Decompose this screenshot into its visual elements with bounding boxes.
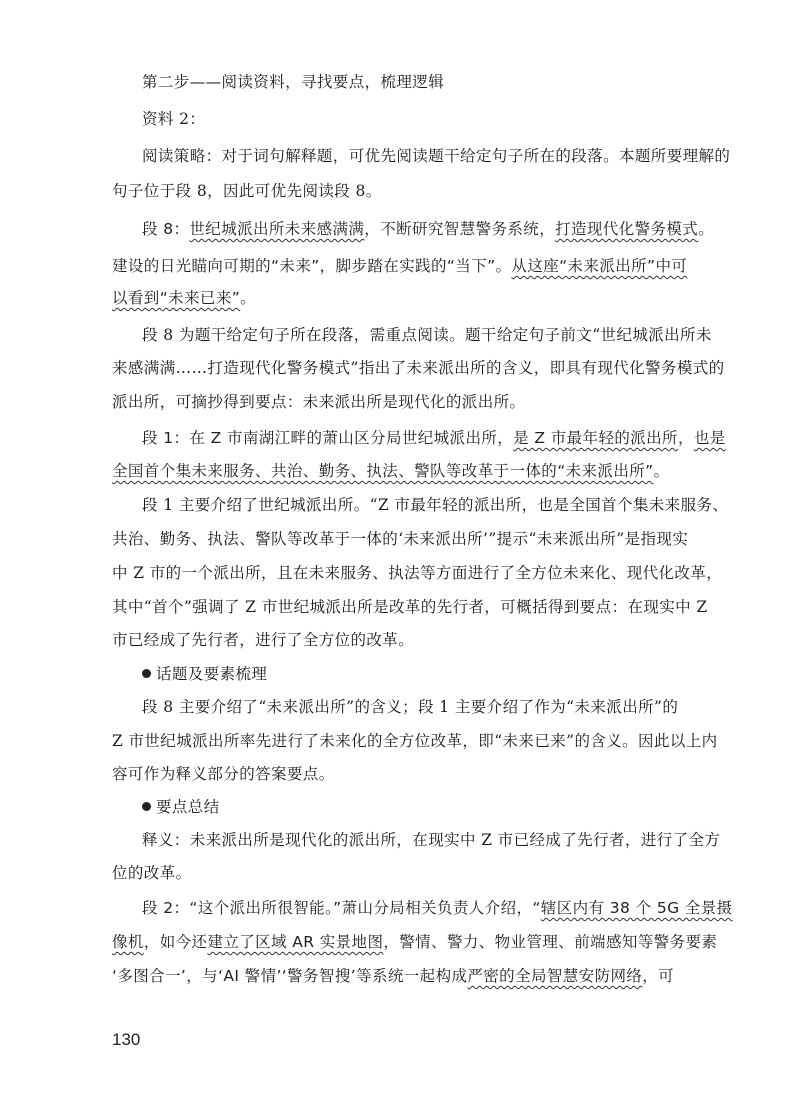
para8-line-3 [112,288,256,308]
material-label: 资料 2： [142,110,206,128]
summary-heading [142,797,220,817]
para2-text: ，可 [642,967,675,985]
para2-line-2 [112,932,717,952]
para1-text: 。 [653,462,670,480]
para2-highlight-2: 像机 [112,933,144,951]
bullet-icon [142,802,151,811]
para1-line-2 [112,461,669,481]
para1-highlight-1: 是 Z 市最年轻的派出所 [513,429,678,447]
para2-highlight-4: 严密的全局智慧安防网络 [467,967,643,985]
para2-text: ，警情、警力、物业管理、前端感知等警务要素 [383,933,718,951]
para8-text: 建设的日光瞄向可期的“未来”，脚步踏在实践的“当下”。 [112,257,512,275]
para2-text: 段 2：“这个派出所很智能。”萧山分局相关负责人介绍，“ [142,899,541,917]
summary-heading-text: 要点总结 [156,798,220,816]
para8-text: 。 [698,220,715,238]
topic-line-3: 容可作为释义部分的答案要点。 [112,765,335,783]
para8-analysis-line-3: 派出所，可摘抄得到要点：未来派出所是现代化的派出所。 [112,393,526,411]
para1-analysis-line-5: 市已经成了先行者，进行了全方位的改革。 [112,631,415,649]
para1-analysis-line-2: 共治、勤务、执法、警队等改革于一体的‘未来派出所’”提示“未来派出所”是指现实 [112,530,689,548]
para1-highlight-2: 也是 [693,429,726,447]
para8-analysis-line-2: 来感满满……打造现代化警务模式”指出了未来派出所的含义，即具有现代化警务模式的 [112,359,725,377]
strategy-line-2: 句子位于段 8，因此可优先阅读段 8。 [112,182,382,200]
topic-line-2: Z 市世纪城派出所率先进行了未来化的全方位改革，即“未来已来”的含义。因此以上内 [112,732,718,750]
para1-analysis-line-3: 中 Z 市的一个派出所，且在未来服务、执法等方面进行了全方位未来化、现代化改革， [112,564,723,582]
para8-label: 段 8： [142,220,190,238]
page-number: 130 [112,1030,141,1049]
para1-analysis-line-4: 其中“首个”强调了 Z 市世纪城派出所是改革的先行者，可概括得到要点：在现实中 Z [112,598,708,616]
para8-text: ，不断研究智慧警务系统， [364,220,556,238]
para1-highlight-3: 全国首个集未来服务、共治、勤务、执法、警队等改革于一体的“未来派出所” [112,462,654,480]
para1-line-1 [142,428,726,448]
topic-heading [142,664,267,684]
summary-line-2: 位的改革。 [112,864,192,882]
para8-highlight-2: 打造现代化警务模式 [555,220,699,238]
para1-analysis-line-1: 段 1 主要介绍了世纪城派出所。“Z 市最年轻的派出所，也是全国首个集未来服务、 [142,496,729,514]
para8-analysis-line-1: 段 8 为题干给定句子所在段落，需重点阅读。题干给定句子前文“世纪城派出所未 [142,326,712,344]
para2-text: ，如今还 [143,933,208,951]
para8-highlight-1: 世纪城派出所未来感满满 [189,220,365,238]
para1-text: 段 1：在 Z 市南湖江畔的萧山区分局世纪城派出所， [142,429,514,447]
para2-highlight-3: 建立了区域 AR 实景地图 [207,933,384,951]
para8-text: 。 [240,289,257,307]
para8-highlight-4: 以看到“未来已来” [112,289,241,307]
para8-highlight-3: 从这座“未来派出所”中可 [511,257,688,275]
strategy-line-1: 阅读策略：对于词句解释题，可优先阅读题干给定句子所在的段落。本题所要理解的 [142,147,731,165]
para8-line-1 [142,219,714,239]
para2-highlight-1: 辖区内有 38 个 5G 全景摄 [540,899,733,917]
para2-line-3 [112,966,674,986]
topic-line-1: 段 8 主要介绍了“未来派出所”的含义；段 1 主要介绍了作为“未来派出所”的 [142,698,679,716]
para2-line-1 [142,898,733,918]
para1-text: ， [677,429,694,447]
para8-line-2 [112,256,687,276]
topic-heading-text: 话题及要素梳理 [156,665,268,683]
para2-text: ‘多图合一’，与‘AI 警情’‘警务智搜’等系统一起构成 [112,967,468,985]
summary-line-1: 释义：未来派出所是现代化的派出所，在现实中 Z 市已经成了先行者，进行了全方 [142,831,721,849]
step-heading: 第二步——阅读资料，寻找要点，梳理逻辑 [142,73,445,91]
bullet-icon [142,669,151,678]
